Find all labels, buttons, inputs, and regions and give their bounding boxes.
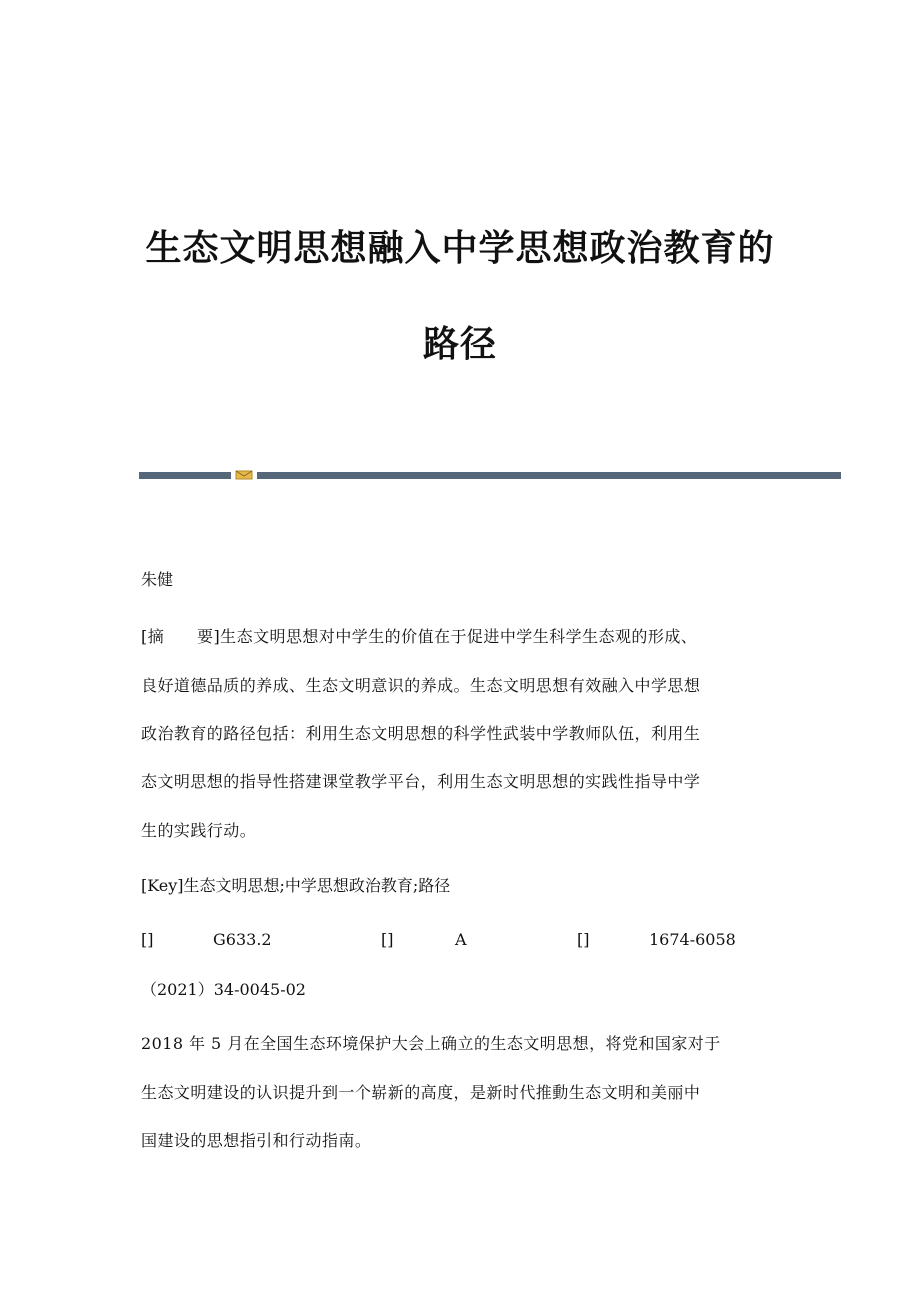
page-title-line-1: 生态文明思想融入中学思想政治教育的 <box>145 228 775 269</box>
body-paragraph-line: 2018 年 5 月在全国生态环境保护大会上确立的生态文明思想，将党和国家对于 <box>141 1034 721 1053</box>
title-divider <box>139 470 841 480</box>
divider-bar-left <box>139 472 231 479</box>
clc-number: G633.2 <box>213 930 272 949</box>
abstract-line: 态文明思想的指导性搭建课堂教学平台，利用生态文明思想的实践性指导中学 <box>141 772 701 791</box>
clc-label-bracket: [] <box>141 930 154 949</box>
issn-bracket: [] <box>577 930 590 949</box>
classification-row <box>141 930 781 952</box>
abstract-line: 政治教育的路径包括：利用生态文明思想的科学性武装中学教师队伍，利用生 <box>141 724 701 743</box>
document-code-bracket: [] <box>381 930 394 949</box>
article-number: （2021）34-0045-02 <box>141 980 306 999</box>
author-name: 朱健 <box>141 570 174 589</box>
abstract-line: [摘 要]生态文明思想对中学生的价值在于促进中学生科学生态观的形成、 <box>141 627 698 646</box>
body-paragraph-line: 生态文明建设的认识提升到一个崭新的高度，是新时代推動生态文明和美丽中 <box>141 1083 701 1102</box>
abstract-line: 生的实践行动。 <box>141 821 257 840</box>
document-code: A <box>455 930 467 949</box>
abstract-line: 良好道德品质的养成、生态文明意识的养成。生态文明思想有效融入中学思想 <box>141 676 701 695</box>
body-paragraph-line: 国建设的思想指引和行动指南。 <box>141 1131 372 1150</box>
divider-bar-right <box>257 472 841 479</box>
divider-ornament-icon <box>235 470 253 480</box>
keywords: [Key]生态文明思想;中学思想政治教育;路径 <box>141 876 451 895</box>
page-title-line-2: 路径 <box>422 324 497 365</box>
issn-number: 1674-6058 <box>649 930 736 949</box>
